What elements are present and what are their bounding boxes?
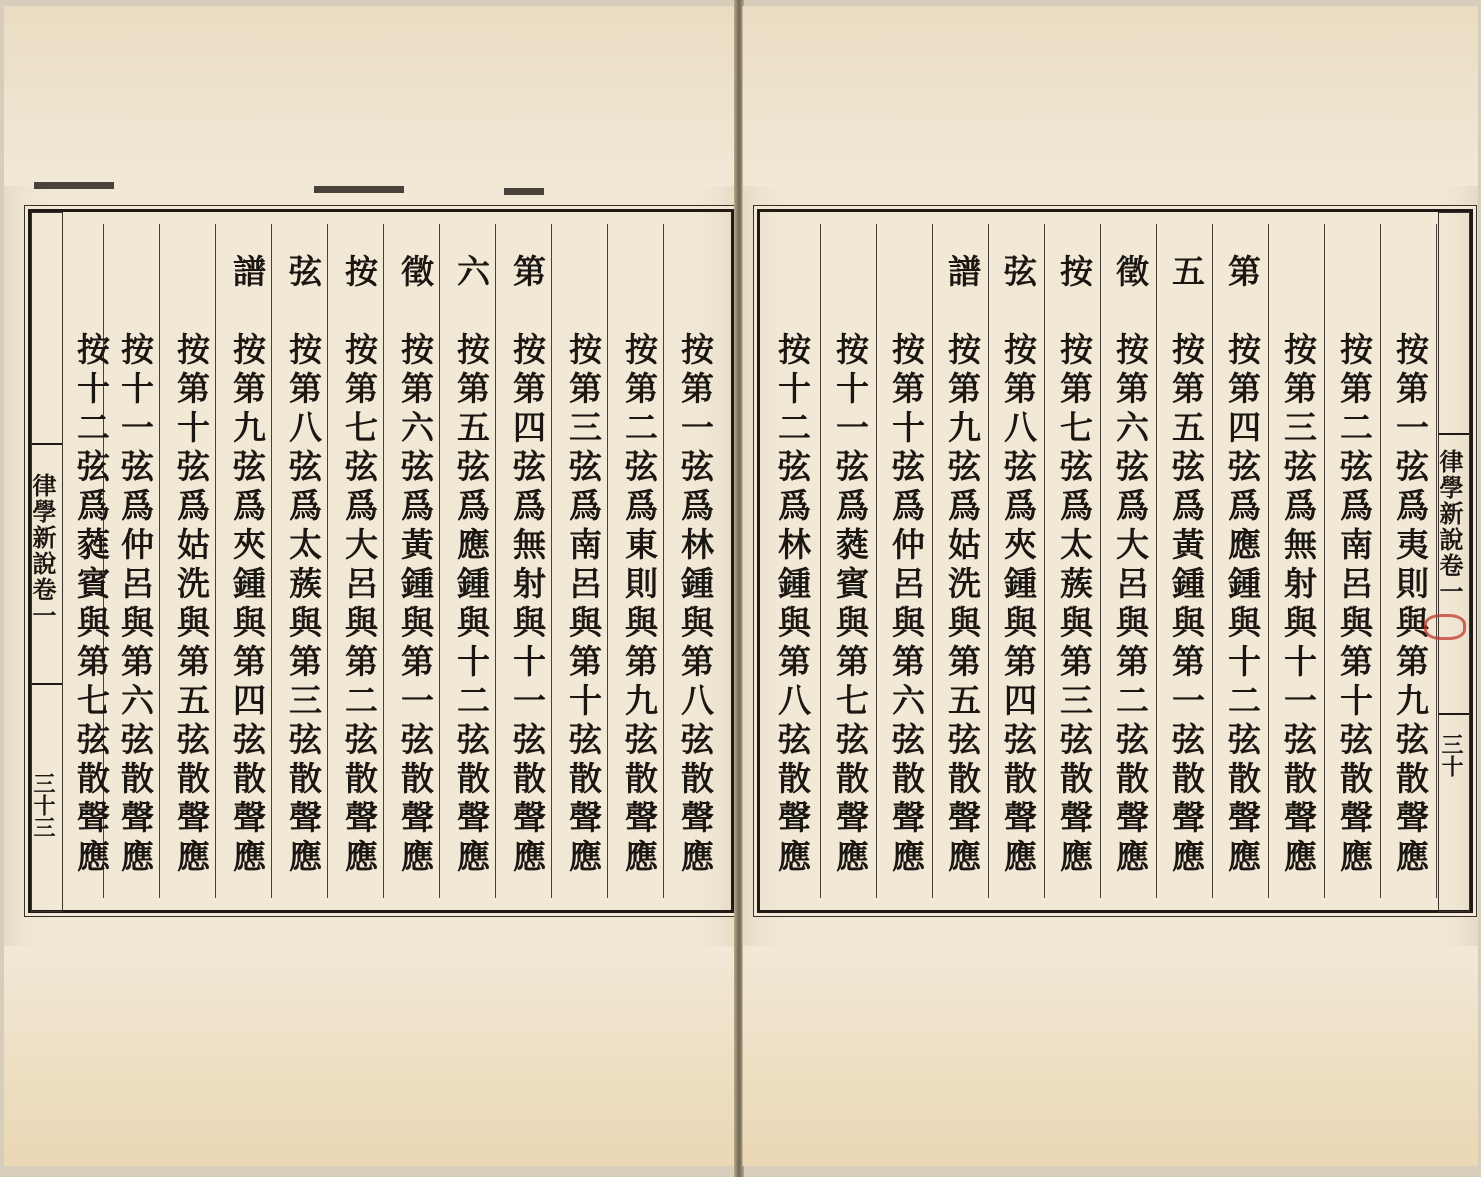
- page-margin-bottom: [743, 946, 1478, 1166]
- text-column: [555, 212, 611, 910]
- left-page-frame: [28, 209, 734, 913]
- column-text: 按十一弦爲仲呂與第六弦散聲應: [116, 332, 155, 878]
- column-text: 按第四弦爲無射與十一弦散聲應: [508, 332, 547, 878]
- section-heading-char: 弦: [999, 254, 1038, 293]
- page-margin-bottom: [4, 946, 736, 1166]
- text-column: [1326, 212, 1382, 910]
- ink-smudge: [314, 186, 404, 193]
- section-heading-char: 徵: [1111, 254, 1150, 293]
- section-heading-char: 按: [340, 254, 379, 293]
- section-heading-char: 第: [1223, 254, 1262, 293]
- text-column: [990, 212, 1046, 910]
- column-text: 按第二弦爲東則與第九弦散聲應: [620, 332, 659, 878]
- text-column: [219, 212, 275, 910]
- text-column: [611, 212, 667, 910]
- text-column: [1158, 212, 1214, 910]
- column-text: 按第六弦爲大呂與第二弦散聲應: [1111, 332, 1150, 878]
- text-column: [1214, 212, 1270, 910]
- column-text: 按第四弦爲應鍾與十二弦散聲應: [1223, 332, 1262, 878]
- section-heading-char: 五: [1167, 254, 1206, 293]
- right-page-frame: [757, 209, 1473, 913]
- section-heading-char: 第: [508, 254, 547, 293]
- section-heading-char: 徵: [396, 254, 435, 293]
- text-column: [878, 212, 934, 910]
- text-column: [499, 212, 555, 910]
- page-margin-top: [4, 6, 736, 186]
- fore-edge-column: [1435, 212, 1470, 912]
- column-text: 按第九弦爲夾鍾與第四弦散聲應: [228, 332, 267, 878]
- column-text: 按十一弦爲蕤賓與第七弦散聲應: [831, 332, 870, 878]
- column-text: 按第五弦爲黃鍾與第一弦散聲應: [1167, 332, 1206, 878]
- column-text: 按第五弦爲應鍾與十二弦散聲應: [452, 332, 491, 878]
- text-column: [822, 212, 878, 910]
- column-text: 按第八弦爲太蔟與第三弦散聲應: [284, 332, 323, 878]
- section-heading-char: 六: [452, 254, 491, 293]
- section-heading-char: 譜: [943, 254, 982, 293]
- text-column: [1102, 212, 1158, 910]
- text-column: [667, 212, 723, 910]
- section-heading-char: 按: [1055, 254, 1094, 293]
- text-column: [443, 212, 499, 910]
- fore-edge-title: 律學新說卷一: [1435, 449, 1464, 605]
- column-text: 按十二弦爲蕤賓與第七弦散聲應: [72, 332, 111, 878]
- right-page: [742, 6, 1478, 1166]
- column-text: 按第二弦爲南呂與第十弦散聲應: [1335, 332, 1374, 878]
- column-text: 按第七弦爲大呂與第二弦散聲應: [340, 332, 379, 878]
- text-column: [387, 212, 443, 910]
- text-column: [63, 212, 119, 910]
- section-heading-char: 譜: [228, 254, 267, 293]
- column-text: 按第一弦爲林鍾與第八弦散聲應: [676, 332, 715, 878]
- column-text: 按第十弦爲姑洗與第五弦散聲應: [172, 332, 211, 878]
- column-text: 按第十弦爲仲呂與第六弦散聲應: [887, 332, 926, 878]
- left-page: [4, 6, 737, 1166]
- text-column: [934, 212, 990, 910]
- section-heading-char: 弦: [284, 254, 323, 293]
- red-seal-mark: [1424, 614, 1466, 640]
- text-column: [1382, 212, 1438, 910]
- text-column: [764, 212, 820, 910]
- fishtail-mark: [32, 683, 62, 711]
- column-text: 按第六弦爲黃鍾與第一弦散聲應: [396, 332, 435, 878]
- page-number: 三十: [1438, 733, 1464, 777]
- column-text: 按第八弦爲夾鍾與第四弦散聲應: [999, 332, 1038, 878]
- text-column: [331, 212, 387, 910]
- column-text: 按第九弦爲姑洗與第五弦散聲應: [943, 332, 982, 878]
- fore-edge-title: 律學新說卷一: [28, 473, 57, 629]
- column-text: 按第三弦爲無射與十一弦散聲應: [1279, 332, 1318, 878]
- text-column: [275, 212, 331, 910]
- column-text: 按第一弦爲夷則與第九弦散聲應: [1391, 332, 1430, 878]
- page-number: 三十三: [30, 772, 56, 838]
- fishtail-mark: [1439, 713, 1469, 741]
- text-column: [1270, 212, 1326, 910]
- text-column: [163, 212, 219, 910]
- ink-smudge: [34, 182, 114, 189]
- page-margin-top: [743, 6, 1478, 186]
- column-text: 按十二弦爲林鍾與第八弦散聲應: [773, 332, 812, 878]
- column-text: 按第三弦爲南呂與第十弦散聲應: [564, 332, 603, 878]
- fishtail-mark: [32, 443, 62, 471]
- column-rule: [820, 224, 821, 898]
- ink-smudge: [504, 188, 544, 195]
- text-column: [1046, 212, 1102, 910]
- column-text: 按第七弦爲太蔟與第三弦散聲應: [1055, 332, 1094, 878]
